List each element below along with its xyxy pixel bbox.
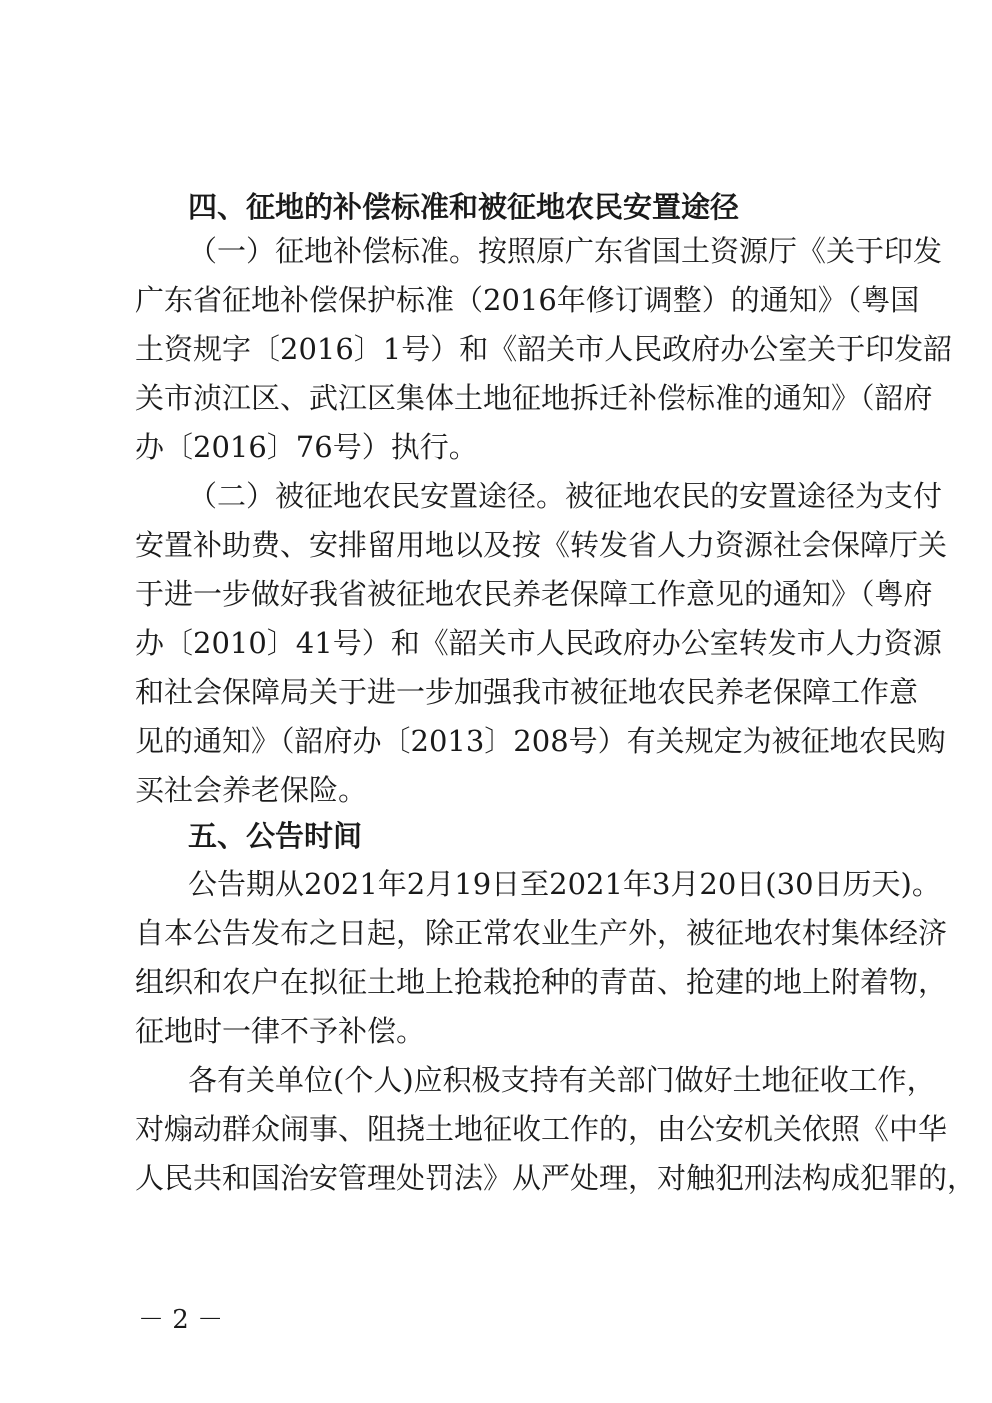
section-heading: 五、公告时间 [188, 819, 363, 853]
section-heading: 四、征地的补偿标准和被征地农民安置途径 [188, 190, 740, 224]
page-number: － 2 － [138, 1305, 224, 1335]
paragraph-line: （一）征地补偿标准。按照原广东省国土资源厅《关于印发 [188, 234, 943, 268]
paragraph-line: 和社会保障局关于进一步加强我市被征地农民养老保障工作意 [135, 675, 919, 709]
paragraph-line: 关市浈江区、武江区集体土地征地拆迁补偿标准的通知》（韶府 [135, 381, 933, 415]
paragraph-line: 于进一步做好我省被征地农民养老保障工作意见的通知》（粤府 [135, 577, 933, 611]
paragraph-line: 见的通知》（韶府办〔2013〕208号）有关规定为被征地农民购 [135, 724, 946, 758]
paragraph-line: 对煽动群众闹事、阻挠土地征收工作的，由公安机关依照《中华 [135, 1112, 948, 1146]
paragraph-line: 办〔2016〕76号）执行。 [135, 430, 478, 464]
paragraph-line: 土资规字〔2016〕1号）和《韶关市人民政府办公室关于印发韶 [135, 332, 953, 366]
paragraph-line: 组织和农户在拟征土地上抢栽抢种的青苗、抢建的地上附着物， [135, 965, 948, 999]
paragraph-line: 广东省征地补偿保护标准（2016年修订调整）的通知》（粤国 [135, 283, 920, 317]
paragraph-line: 安置补助费、安排留用地以及按《转发省人力资源社会保障厅关 [135, 528, 948, 562]
paragraph-line: 各有关单位(个人)应积极支持有关部门做好土地征收工作， [188, 1063, 936, 1097]
paragraph-line: 办〔2010〕41号）和《韶关市人民政府办公室转发市人力资源 [135, 626, 942, 660]
paragraph-line: 人民共和国治安管理处罚法》从严处理，对触犯刑法构成犯罪的， [135, 1161, 977, 1195]
paragraph-line: 买社会养老保险。 [135, 773, 368, 807]
paragraph-line: 征地时一律不予补偿。 [135, 1014, 426, 1048]
paragraph-line: 自本公告发布之日起，除正常农业生产外，被征地农村集体经济 [135, 916, 948, 950]
paragraph-line: （二）被征地农民安置途径。被征地农民的安置途径为支付 [188, 479, 943, 513]
paragraph-line: 公告期从2021年2月19日至2021年3月20日(30日历天)。 [188, 867, 941, 901]
